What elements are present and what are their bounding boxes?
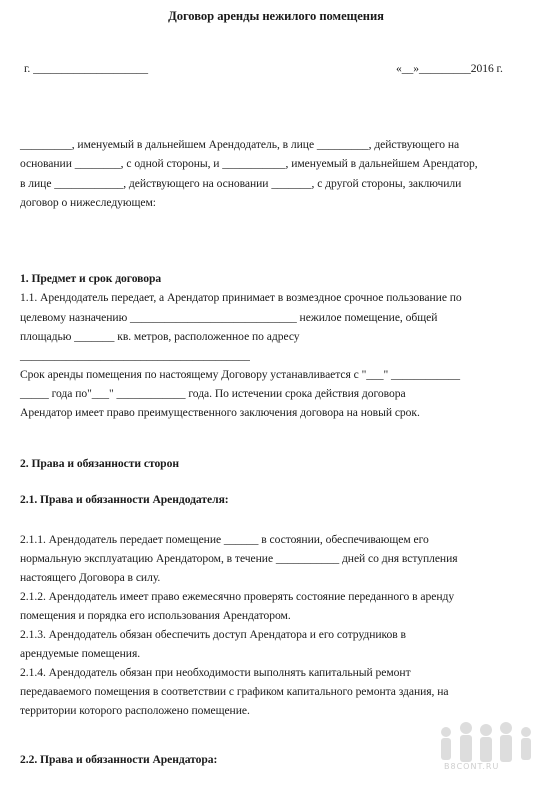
clause-line: Срок аренды помещения по настоящему Договору устанавливается с "___" ____________ <box>20 368 461 381</box>
preamble-line: основании ________, с одной стороны, и ___________, именуемый в дальнейшем Арендатор, <box>20 157 478 170</box>
clause-line: площадью _______ кв. метров, расположенное по адресу <box>20 330 300 343</box>
contract-date: «__»_________2016 г. <box>396 62 503 75</box>
clause-line: настоящего Договора в силу. <box>20 571 161 584</box>
clause-line: 2.1.4. Арендодатель обязан при необходимости выполнять капитальный ремонт <box>20 666 411 679</box>
clause-line: _____ года по"___" ____________ года. По истечении срока действия договора <box>20 387 406 400</box>
clause-line: 2.1.1. Арендодатель передает помещение ______ в состоянии, обеспечивающем его <box>20 533 429 546</box>
clause-line: 2.1.2. Арендодатель имеет право ежемесячно проверять состояние переданного в аренду <box>20 590 455 603</box>
clause-line: ________________________________________ <box>20 349 250 362</box>
clause-line: территории которого расположено помещение. <box>20 704 250 717</box>
clause-line: нормальную эксплуатацию Арендатором, в течение ___________ дней со дня вступления <box>20 552 458 565</box>
clause-line: арендуемые помещения. <box>20 647 141 660</box>
clause-line: целевому назначению _____________________________ нежилое помещение, общей <box>20 311 438 324</box>
preamble-line: договор о нижеследующем: <box>20 196 156 209</box>
watermark-logo: B8CONT.RU <box>444 762 500 771</box>
clause-line: Арендатор имеет право преимущественного заключения договора на новый срок. <box>20 406 420 419</box>
document-title: Договор аренды нежилого помещения <box>168 9 384 23</box>
preamble-line: в лице ____________, действующего на основании _______, с другой стороны, заключили <box>20 177 462 190</box>
subsection-heading: 2.2. Права и обязанности Арендатора: <box>20 753 218 766</box>
clause-line: передаваемого помещения в соответствии с графиком капитального ремонта здания, на <box>20 685 449 698</box>
section-heading: 1. Предмет и срок договора <box>20 272 162 285</box>
city-field: г. ____________________ <box>24 62 149 75</box>
subsection-heading: 2.1. Права и обязанности Арендодателя: <box>20 493 229 506</box>
clause-line: помещения и порядка его использования Арендатором. <box>20 609 291 622</box>
preamble-line: _________, именуемый в дальнейшем Арендодатель, в лице _________, действующего на <box>20 138 460 151</box>
clause-line: 2.1.3. Арендодатель обязан обеспечить доступ Арендатора и его сотрудников в <box>20 628 406 641</box>
section-heading: 2. Права и обязанности сторон <box>20 457 179 470</box>
clause-line: 1.1. Арендодатель передает, а Арендатор принимает в возмездное срочное пользование по <box>20 291 462 304</box>
